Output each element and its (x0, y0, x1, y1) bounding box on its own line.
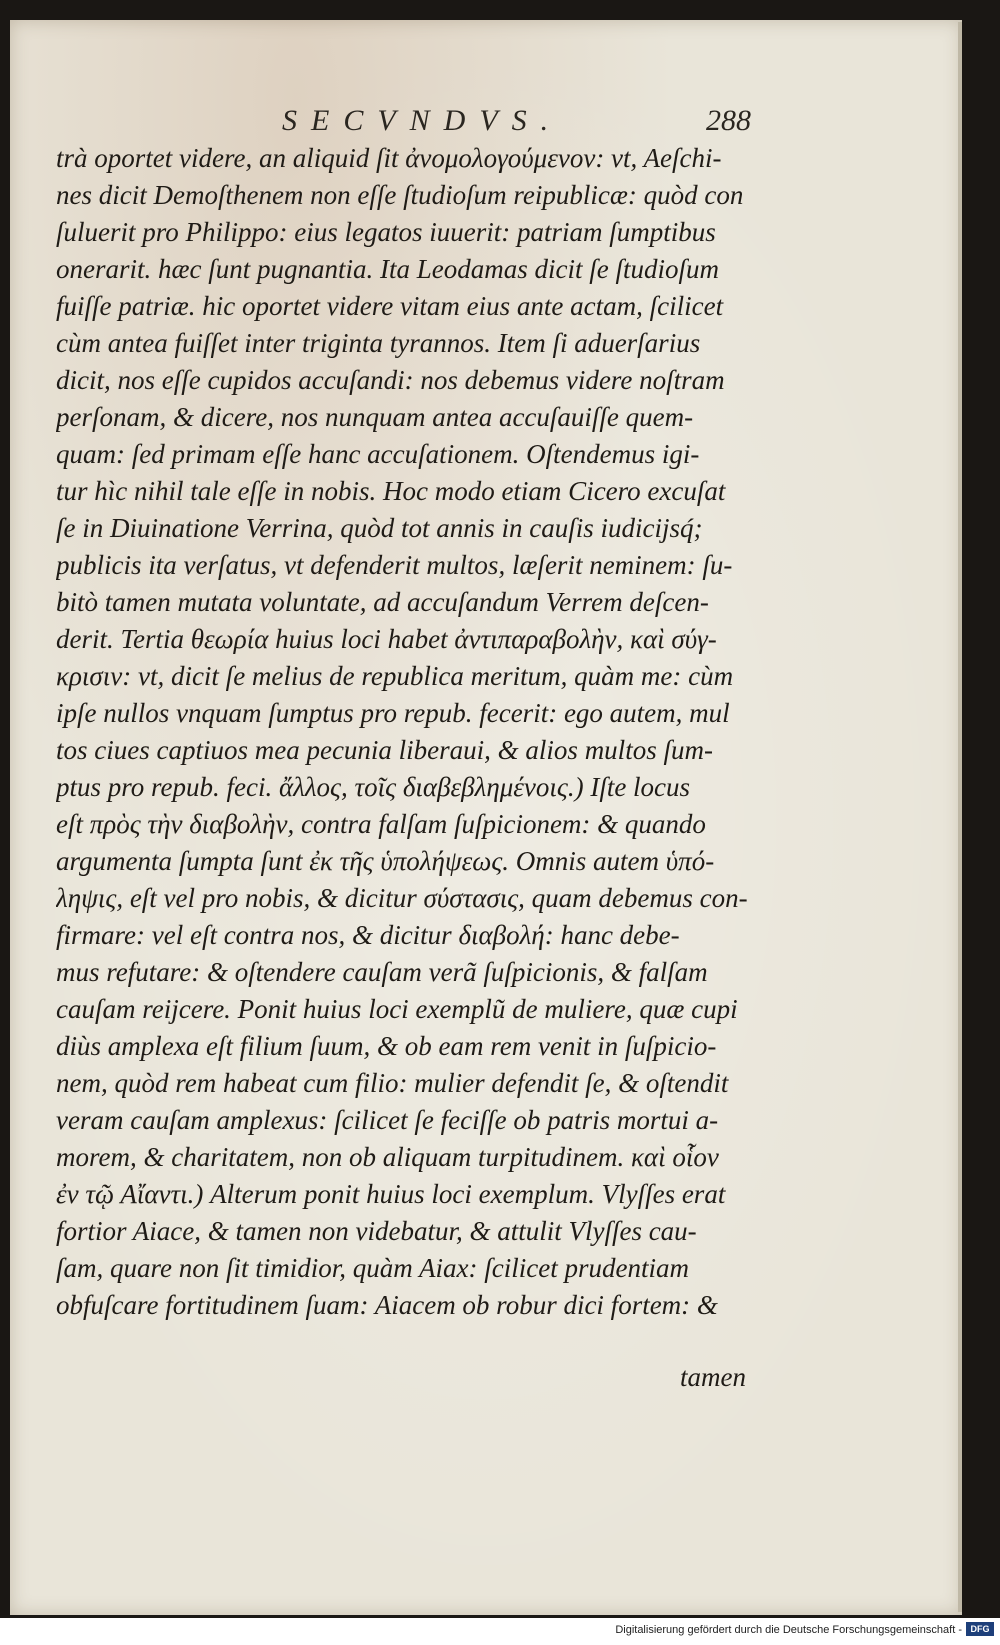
text-line: ληψις, eſt vel pro nobis, & dicitur σύστασις, quam debemus con- (56, 883, 748, 913)
text-line: tur hìc nihil tale eſſe in nobis. Hoc modo etiam Cicero excuſat (56, 476, 726, 506)
text-line: veram cauſam amplexus: ſcilicet ſe feciſſe ob patris mortui a- (56, 1105, 719, 1135)
catchword: tamen (680, 1362, 746, 1392)
text-line: ἐν τῷ Αἴαντι.) Alterum ponit huius loci exemplum. Vlyſſes erat (56, 1179, 726, 1209)
text-line: ſe in Diuinatione Verrina, quòd tot annis in cauſis iudicijsq́; (56, 513, 703, 543)
text-line: eſt πρὸς τὴν διαβολὴν, contra falſam ſuſpicionem: & quando (56, 809, 706, 839)
text-line: onerarit. hæc ſunt pugnantia. Ita Leodamas dicit ſe ſtudioſum (56, 254, 719, 284)
page-number: 288 (706, 104, 751, 137)
text-line: diùs amplexa eſt filium ſuum, & ob eam rem venit in ſuſpicio- (56, 1031, 717, 1061)
text-line: ipſe nullos vnquam ſumptus pro repub. fecerit: ego autem, mul (56, 698, 730, 728)
text-line: nes dicit Demoſthenem non eſſe ſtudioſum reipublicæ: quòd con (56, 180, 744, 210)
text-line: nem, quòd rem habeat cum filio: mulier defendit ſe, & oſtendit (56, 1068, 729, 1098)
text-line: ſuluerit pro Philippo: eius legatos iuuerit: patriam ſumptibus (56, 217, 716, 247)
running-head: SECVNDVS. (282, 104, 563, 137)
digitization-footer (0, 1618, 1000, 1645)
text-line: derit. Tertia θεωρία huius loci habet ἀντιπαραβολὴν, καὶ σύγ- (56, 624, 717, 654)
text-line: trà oportet videre, an aliquid ſit ἀνομολογούμενον: vt, Aeſchi- (56, 143, 722, 173)
text-line: perſonam, & dicere, nos nunquam antea accuſauiſſe quem- (56, 402, 694, 432)
text-line: ſam, quare non ſit timidior, quàm Aiax: ſcilicet prudentiam (56, 1253, 689, 1283)
text-line: argumenta ſumpta ſunt ἐκ τῆς ὑπολήψεως. Omnis autem ὑπό- (56, 846, 715, 876)
text-line: dicit, nos eſſe cupidos accuſandi: nos debemus videre noſtram (56, 365, 725, 395)
dfg-logo: DFG (966, 1622, 994, 1636)
text-line: mus refutare: & oſtendere cauſam verã ſuſpicionis, & falſam (56, 957, 708, 987)
text-line: tos ciues captiuos mea pecunia liberaui, & alios multos ſum- (56, 735, 713, 765)
text-line: bitò tamen mutata voluntate, ad accuſandum Verrem deſcen- (56, 587, 709, 617)
text-line: quam: ſed primam eſſe hanc accuſationem. Oſtendemus igi- (56, 439, 700, 469)
text-line: morem, & charitatem, non ob aliquam turpitudinem. καὶ οἷον (56, 1142, 719, 1172)
text-line: fuiſſe patriæ. hic oportet videre vitam eius ante actam, ſcilicet (56, 291, 724, 321)
text-line: κρισιν: vt, dicit ſe melius de republica meritum, quàm me: cùm (56, 661, 734, 691)
text-line: obfuſcare fortitudinem ſuam: Aiacem ob robur dici fortem: & (56, 1290, 718, 1320)
text-line: fortior Aiace, & tamen non videbatur, & attulit Vlyſſes cau- (56, 1216, 697, 1246)
text-line: publicis ita verſatus, vt defenderit multos, læſerit neminem: ſu- (56, 550, 733, 580)
text-line: firmare: vel eſt contra nos, & dicitur διαβολή: hanc debe- (56, 920, 680, 950)
text-line: ptus pro repub. feci. ἄλλος, τοῖς διαβεβλημένοις.) Iſte locus (56, 772, 691, 802)
body-text (56, 140, 796, 1324)
text-line: cauſam reijcere. Ponit huius loci exemplũ de muliere, quæ cupi (56, 994, 738, 1024)
text-line: cùm antea fuiſſet inter triginta tyrannos. Item ſi aduerſarius (56, 328, 701, 358)
funding-credit: Digitalisierung gefördert durch die Deutsche Forschungsgemeinschaft - (615, 1624, 962, 1636)
page-edge (958, 22, 962, 1612)
